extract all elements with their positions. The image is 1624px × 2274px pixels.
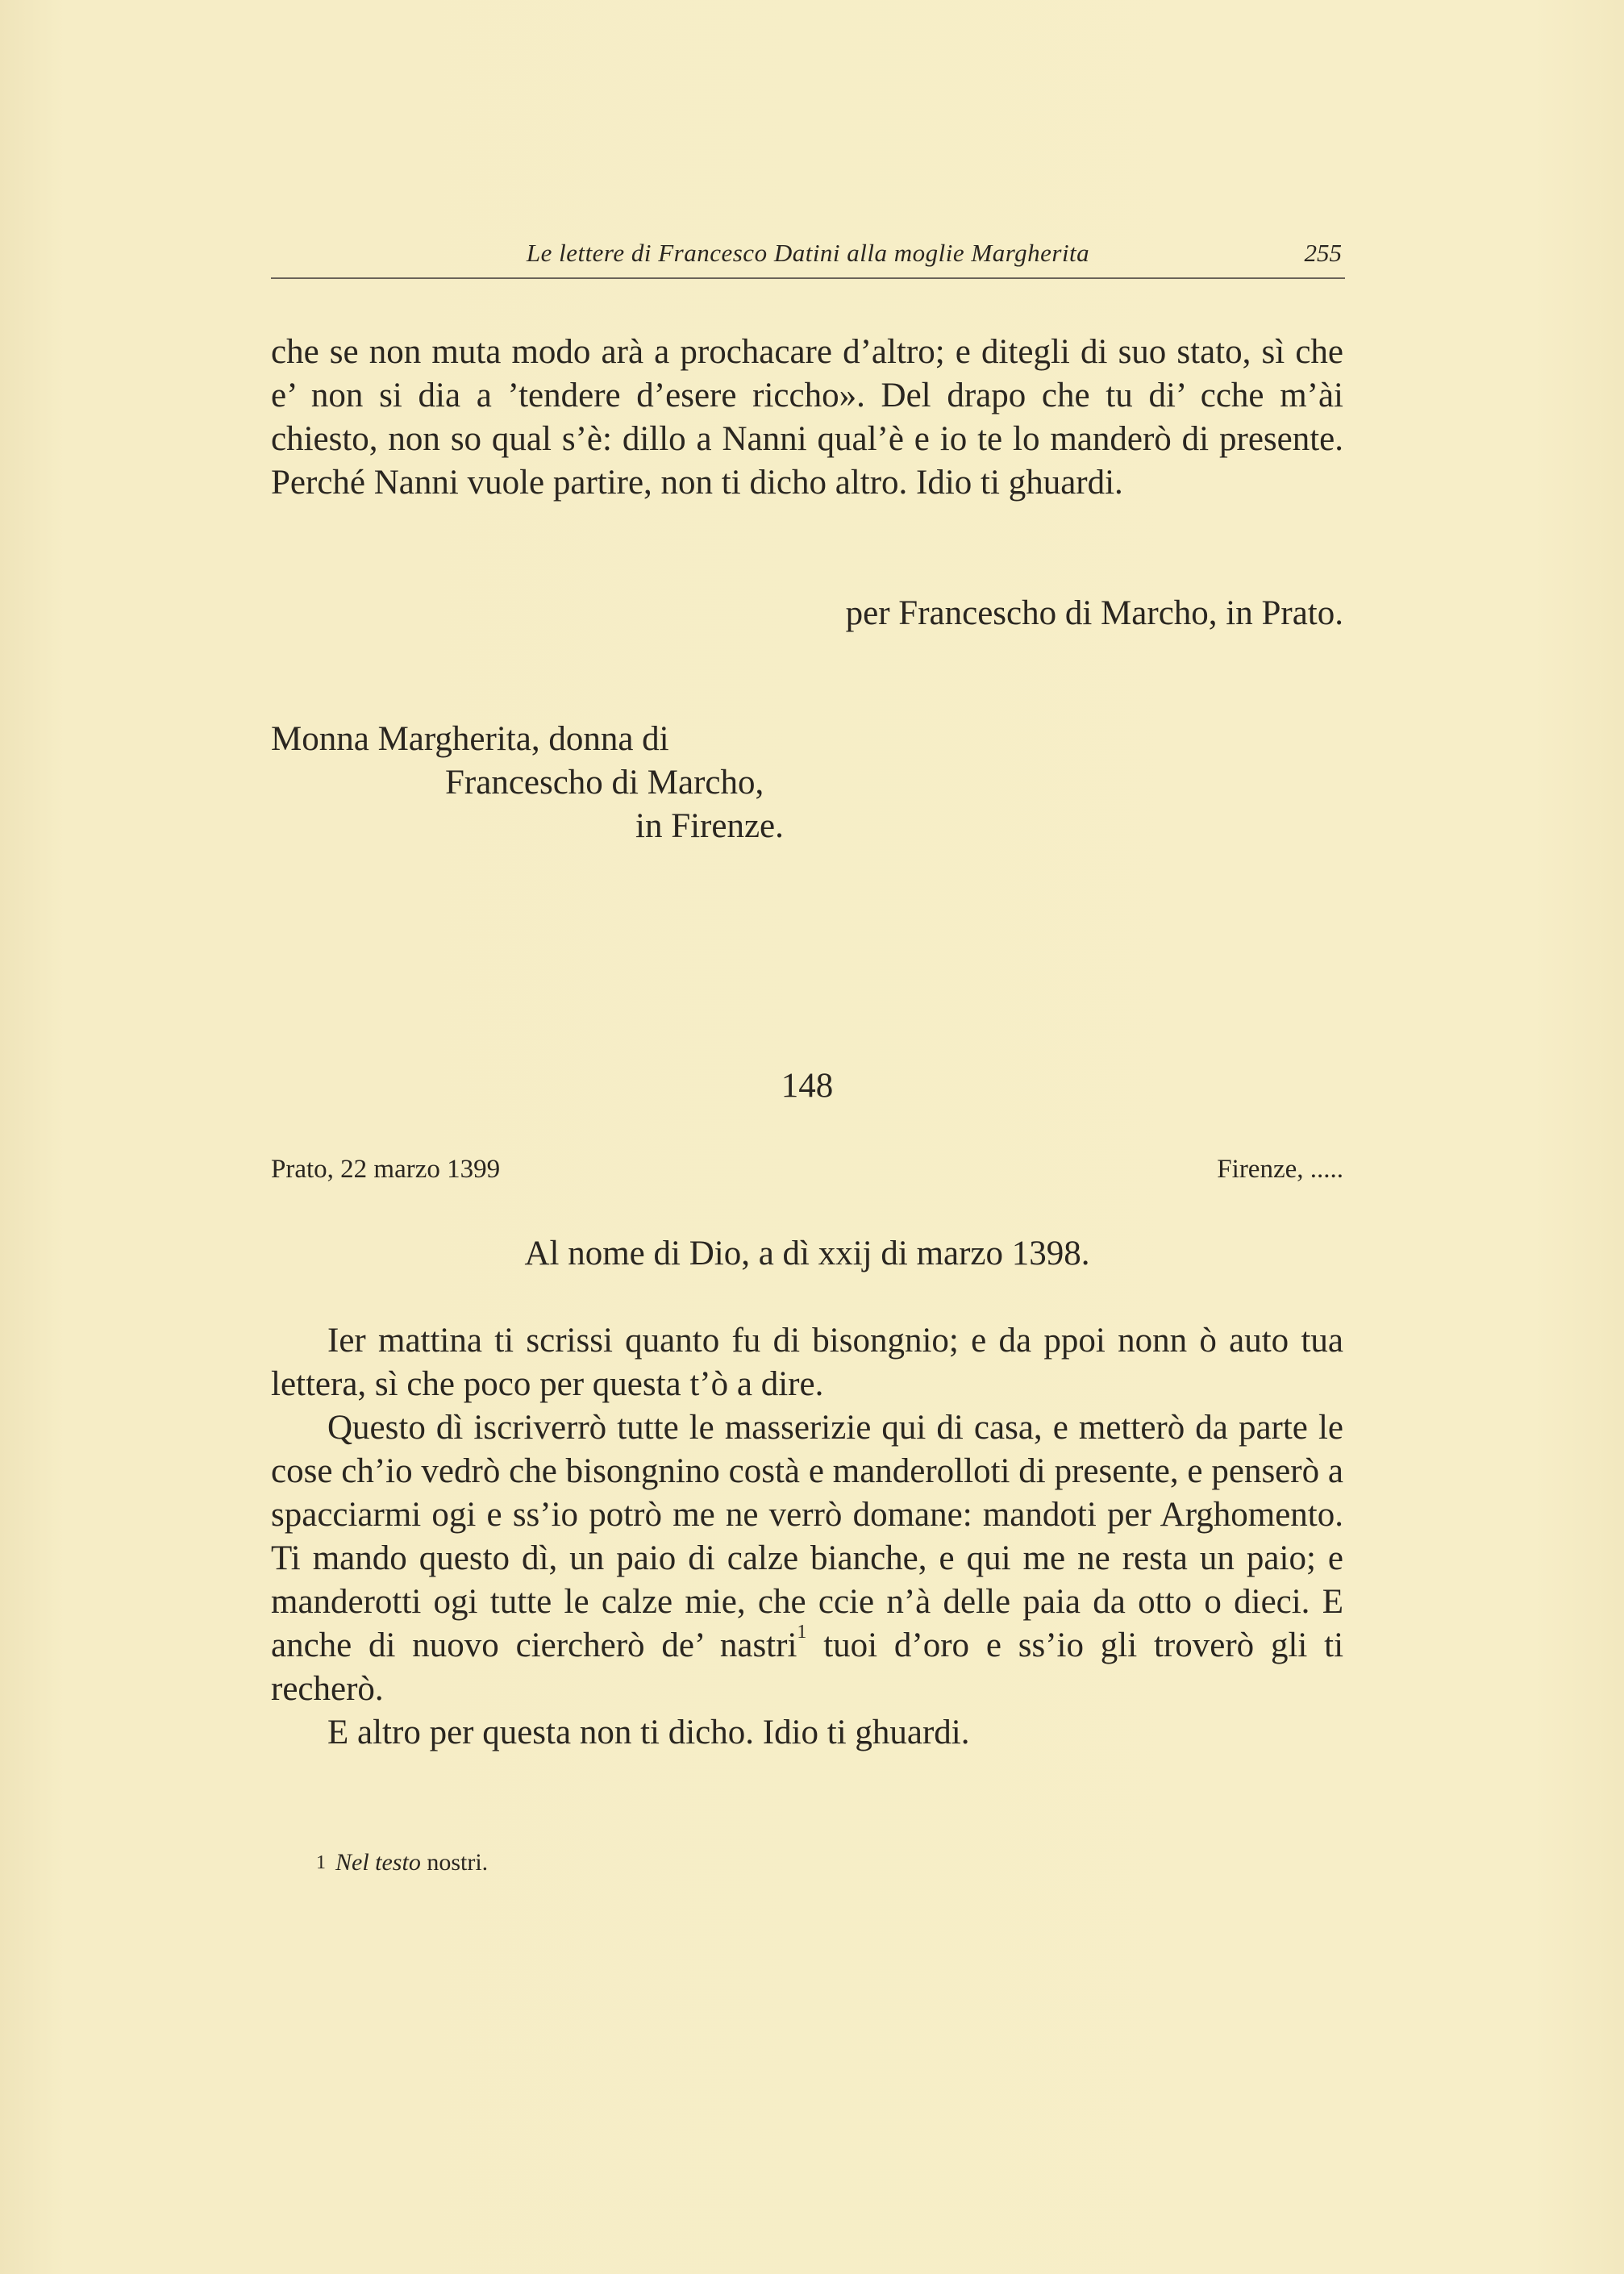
- letter-origin-date: Prato, 22 marzo 1399: [271, 1155, 501, 1184]
- page-number: 255: [1304, 239, 1342, 267]
- running-header: [271, 235, 1345, 279]
- letter-paragraph-3: E altro per questa non ti dicho. Idio ti ghuardi.: [327, 1714, 970, 1751]
- footnote-reference[interactable]: 1: [797, 1622, 807, 1643]
- address-line-3: in Firenze.: [635, 807, 784, 845]
- footnote-mark: 1: [316, 1852, 326, 1873]
- letter-body: [271, 1319, 1343, 1755]
- letter-paragraph-2-text: Questo dì iscriverrò tutte le masserizie qui di casa, e metterò da parte le cose ch’io vedrò che bisongnino costà e manderolloti di presente, e penserò a spacciarmi ogi e ss’io potrò me ne verrò domane: mandoti per Arghomento. Ti mando questo dì, un paio di calze bianche, e qui me ne resta un paio; e manderotti ogi tutte le calze mie, che ccie n’à delle paia da otto o dieci. E anche di nuovo ciercherò de’: [271, 1409, 1343, 1664]
- letter-signoff: per Francescho di Marcho, in Prato.: [845, 594, 1343, 632]
- footnote-anchor-word: nastri: [719, 1626, 797, 1664]
- letter-destination: Firenze, .....: [1217, 1155, 1343, 1184]
- running-title: Le lettere di Francesco Datini alla moglie Margherita: [526, 239, 1090, 267]
- address-block: [271, 718, 784, 848]
- address-line-1: Monna Margherita, donna di: [271, 720, 669, 758]
- continuation-paragraph: che se non muta modo arà a prochacare d’altro; e ditegli di suo stato, sì che e’ non si dia a ’tendere d’esere ricchо». Del drapo che tu di’ cche m’ài chiesto, non so qual s’è: dillo a Nanni qual’è e io te lo manderò di presente. Perché Nanni vuole partire, non ti dicho altro. Idio ti ghuardi.: [271, 333, 1343, 502]
- letter-paragraph-1: Ier mattina ti scrissi quanto fu di bisongnio; e da ppoi nonn ò auto tua lettera, sì che poco per questa t’ò a dire.: [271, 1322, 1343, 1403]
- letter-salutation: Al nome di Dio, a dì xxij di marzo 1398.: [524, 1235, 1090, 1272]
- letter-paragraph-2-end: tuoi d’oro e ss’io gli troverò gli ti recherò.: [271, 1626, 1344, 1708]
- footnote-italic: Nel testo: [335, 1849, 421, 1876]
- footnote: [316, 1847, 488, 1879]
- footnote-text: nostri.: [427, 1849, 489, 1876]
- letter-paragraph-2: [271, 1406, 1343, 1711]
- address-line-2: Francescho di Marcho,: [445, 764, 764, 802]
- letter-number: 148: [781, 1067, 834, 1105]
